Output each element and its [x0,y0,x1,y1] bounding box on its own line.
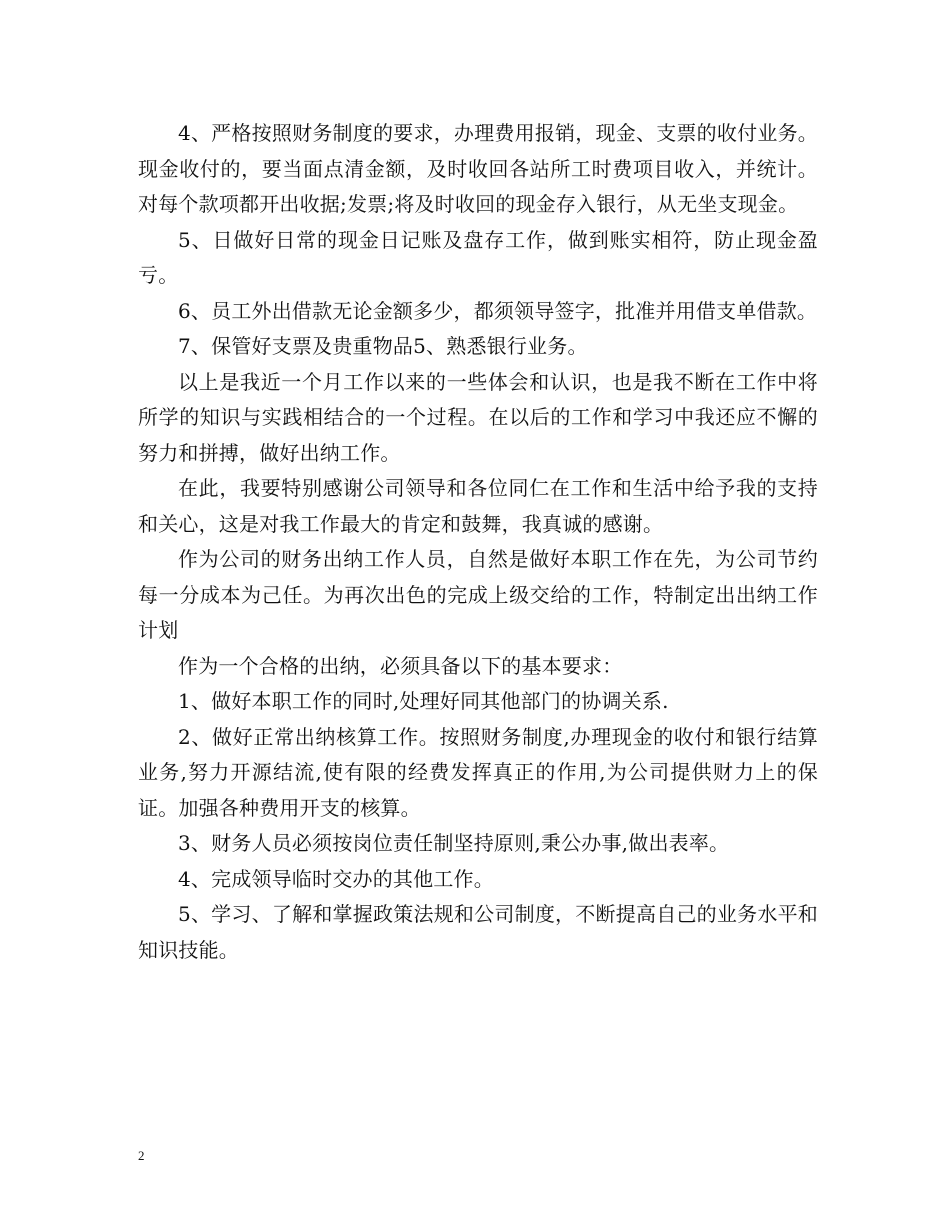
paragraph-plan-intro: 作为公司的财务出纳工作人员，自然是做好本职工作在先，为公司节约每一分成本为己任。为再次出色的完成上级交给的工作，特制定出出纳工作计划 [138,547,818,642]
paragraph-duty-7: 7、保管好支票及贵重物品5、熟悉银行业务。 [178,334,588,358]
paragraph-summary: 以上是我近一个月工作以来的一些体会和认识，也是我不断在工作中将所学的知识与实践相结合的一个过程。在以后的工作和学习中我还应不懈的努力和拼搏，做好出纳工作。 [138,369,818,465]
page-number: 2 [138,1148,145,1163]
paragraph-duty-6: 6、员工外出借款无论金额多少，都须领导签字，批准并用借支单借款。 [178,298,818,323]
paragraph-duty-5: 5、日做好日常的现金日记账及盘存工作，做到账实相符，防止现金盈亏。 [138,227,818,287]
paragraph-requirement-4: 4、完成领导临时交办的其他工作。 [178,866,494,891]
paragraph-requirements-intro: 作为一个合格的出纳，必须具备以下的基本要求： [178,653,623,678]
paragraph-requirement-1: 1、做好本职工作的同时,处理好同其他部门的协调关系. [178,689,669,713]
paragraph-requirement-5: 5、学习、了解和掌握政策法规和公司制度，不断提高自己的业务水平和知识技能。 [138,902,818,962]
paragraph-requirement-3: 3、财务人员必须按岗位责任制坚持原则,秉公办事,做出表率。 [178,831,730,855]
paragraph-thanks: 在此，我要特别感谢公司领导和各位同仁在工作和生活中给予我的支持和关心，这是对我工作最大的肯定和鼓舞，我真诚的感谢。 [138,476,818,536]
document-body [138,116,818,968]
paragraph-requirement-2: 2、做好正常出纳核算工作。按照财务制度,办理现金的收付和银行结算业务,努力开源结流,使有限的经费发挥真正的作用,为公司提供财力上的保证。加强各种费用开支的核算。 [138,724,818,820]
paragraph-duty-4: 4、严格按照财务制度的要求，办理费用报销，现金、支票的收付业务。现金收付的，要当面点清金额，及时收回各站所工时费项目收入，并统计。对每个款项都开出收据;发票;将及时收回的现金存入银行，从无坐支现金。 [138,121,818,216]
